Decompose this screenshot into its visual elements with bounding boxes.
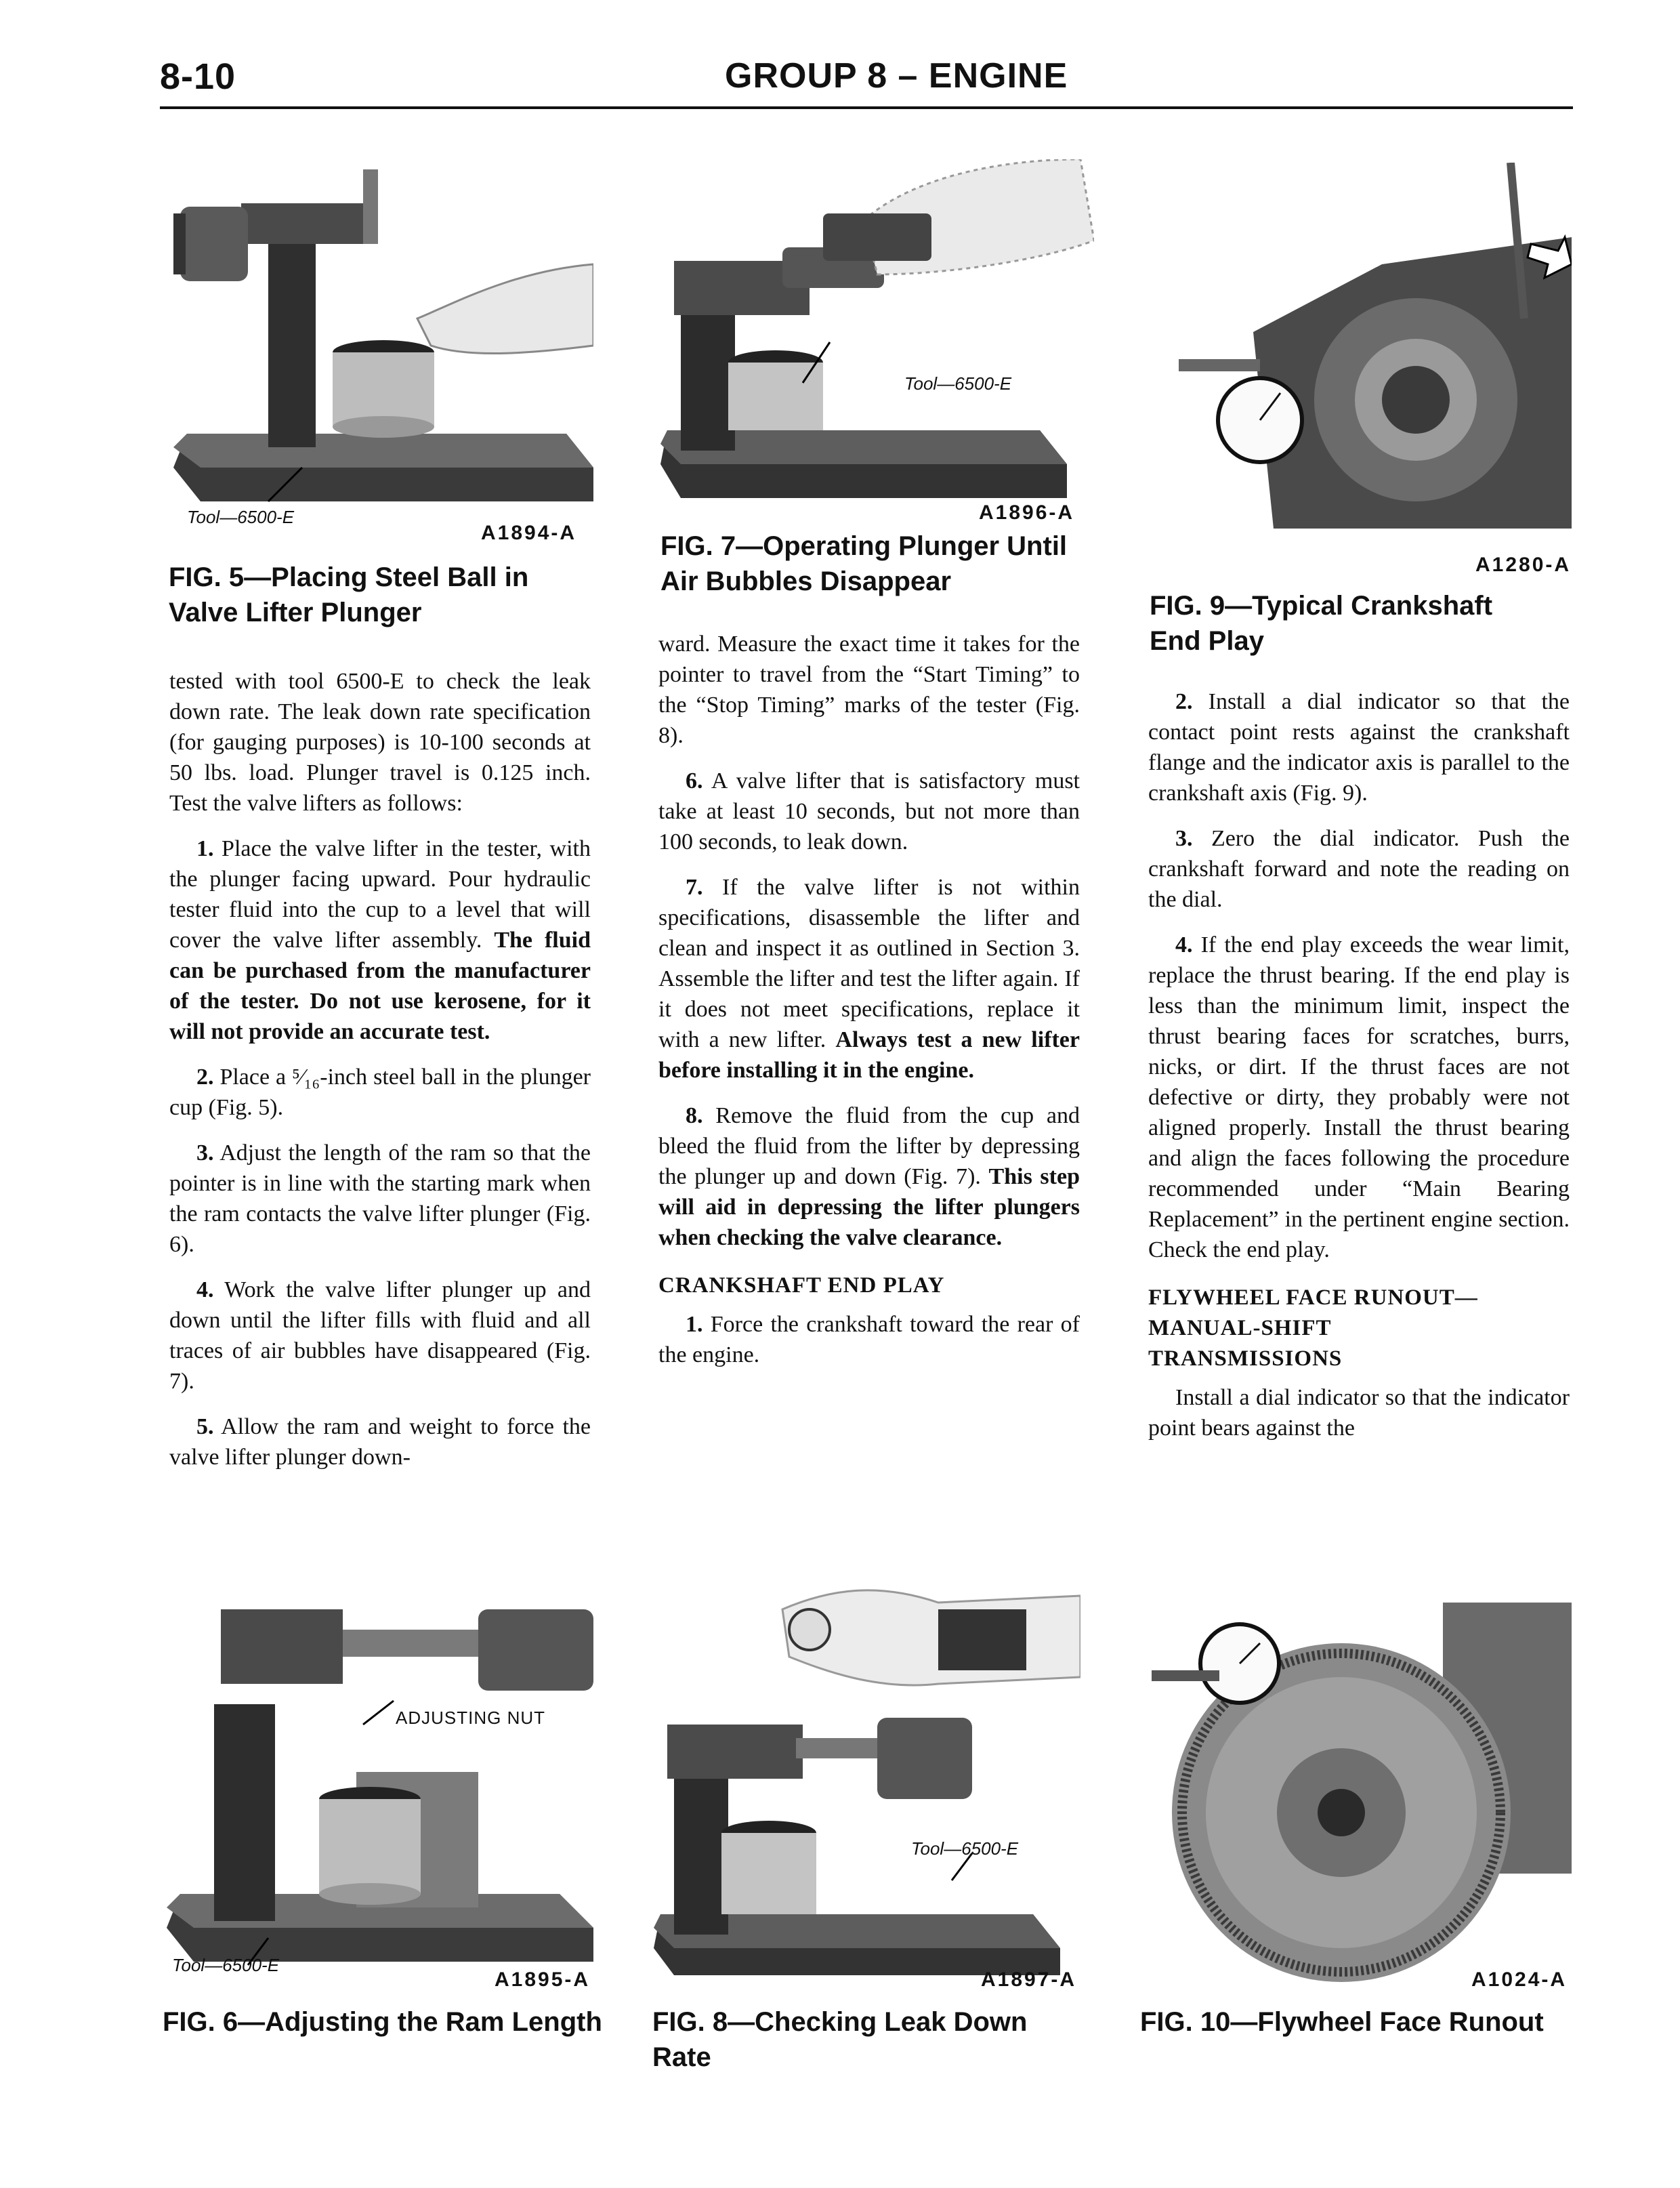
- col2-step-8: [658, 1100, 1080, 1253]
- figure-8: [654, 1548, 1080, 1982]
- col1-step-2-text: Place a ⁵⁄₁₆-inch steel ball in the plunger cup (Fig. 5).: [169, 1065, 591, 1120]
- figure-7: [660, 159, 1094, 518]
- fig5-code: A1894-A: [481, 522, 577, 544]
- col3-step-2-text: Install a dial indicator so that the contact point rests against the crankshaft flange and the indicator axis is parallel to the crankshaft axis (Fig. 9).: [1148, 689, 1570, 806]
- col2-step-6-text: A valve lifter that is satisfactory must take at least 10 seconds, but not more than 100 seconds, to leak down.: [658, 768, 1080, 854]
- col3-step-4: [1148, 930, 1570, 1265]
- col1-paragraph-intro: tested with tool 6500-E to check the leak down rate. The leak down rate specification (for gauging purposes) is 10-100 seconds at 50 lbs. load. Plunger travel is 0.125 inch. Test the valve lifters as follows:: [169, 669, 591, 816]
- col1-step-1-num: 1.: [196, 836, 214, 861]
- col2-crankshaft-step-1-num: 1.: [686, 1312, 703, 1337]
- header-rule: [160, 106, 1573, 109]
- col1-step-4-text: Work the valve lifter plunger up and down until the lifter fills with fluid and all traces of air bubbles have disappeared (Fig. 7).: [169, 1277, 591, 1394]
- col1-step-1-bold: The fluid can be purchased from the manufacturer of the tester. Do not use kerosene, for it will not provide an accurate test.: [169, 928, 591, 1044]
- col3-step-4-text: If the end play exceeds the wear limit, replace the thrust bearing. If the end play is less than the minimum limit, inspect the thrust bearing faces for scratches, burrs, nicks, or dirt. If the thrust faces are not defective or dirty, they probably were not aligned properly. Install the thrust bearing and align the faces following the procedure recommended under “Main Bearing Replacement” in the pertinent engine section. Check the end play.: [1148, 932, 1570, 1262]
- figure-5: [160, 149, 593, 529]
- fig5-illustration: [160, 149, 593, 529]
- col3-paragraph-last: Install a dial indicator so that the indicator point bears against the: [1148, 1385, 1570, 1441]
- col2-step-8-num: 8.: [686, 1103, 703, 1128]
- fig5-caption: FIG. 5—Placing Steel Ball in Valve Lifter Plunger: [169, 562, 529, 627]
- fig6-tool-label: Tool—6500-E: [172, 1955, 280, 1975]
- figure-10: [1145, 1589, 1572, 1989]
- col1-step-5: [169, 1411, 591, 1472]
- col2-step-6: [658, 766, 1080, 857]
- col3-step-2-num: 2.: [1175, 689, 1193, 714]
- fig7-code: A1896-A: [979, 501, 1075, 524]
- fig5-tool-label: Tool—6500-E: [187, 507, 295, 527]
- col1-step-1: [169, 833, 591, 1047]
- fig8-code: A1897-A: [981, 1968, 1077, 1991]
- section-heading-flywheel-face-runout: FLYWHEEL FACE RUNOUT—MANUAL-SHIFT TRANSMISSIONS: [1148, 1285, 1478, 1371]
- fig6-caption: FIG. 6—Adjusting the Ram Length: [163, 2007, 602, 2037]
- fig10-caption: FIG. 10—Flywheel Face Runout: [1140, 2007, 1544, 2037]
- col2-step-7-num: 7.: [686, 875, 703, 900]
- page-number: 8-10: [160, 56, 236, 97]
- col3-step-3-num: 3.: [1175, 826, 1193, 851]
- fig6-illustration: [160, 1596, 593, 1975]
- col1-step-5-num: 5.: [196, 1414, 214, 1439]
- col2-step-7-text: If the valve lifter is not within specifications, disassemble the lifter and clean and inspect it as outlined in Section 3. Assemble the lifter and test the lifter again. If it does not meet specifications, replace it with a new lifter.: [658, 875, 1080, 1052]
- fig10-code: A1024-A: [1471, 1968, 1568, 1991]
- column-1: [169, 666, 591, 1487]
- col3-step-3-text: Zero the dial indicator. Push the crankshaft forward and note the reading on the dial.: [1148, 826, 1570, 912]
- fig7-illustration: [660, 159, 1094, 518]
- fig9-code: A1280-A: [1475, 554, 1572, 576]
- figure-9: [1152, 163, 1572, 542]
- col2-step-8-text: Remove the fluid from the cup and bleed the fluid from the lifter by depressing the plunger up and down (Fig. 7).: [658, 1103, 1080, 1189]
- col1-step-4-num: 4.: [196, 1277, 214, 1302]
- col2-step-8-bold: This step will aid in depressing the lifter plungers when checking the valve clearance.: [658, 1164, 1080, 1250]
- col2-step-6-num: 6.: [686, 768, 703, 793]
- column-3: [1148, 686, 1570, 1458]
- col1-step-1-text: Place the valve lifter in the tester, with the plunger facing upward. Pour hydraulic tester fluid into the cup to a level that will cover the valve lifter assembly.: [169, 836, 591, 953]
- fig8-illustration: [654, 1548, 1080, 1982]
- col1-step-5-text: Allow the ram and weight to force the valve lifter plunger down-: [169, 1414, 591, 1470]
- fig7-tool-label: Tool—6500-E: [904, 373, 1012, 394]
- col1-step-4: [169, 1275, 591, 1397]
- fig9-caption: FIG. 9—Typical Crankshaft End Play: [1150, 591, 1493, 656]
- group-title: GROUP 8 – ENGINE: [725, 56, 1068, 96]
- col3-step-2: [1148, 686, 1570, 808]
- figure-6: [160, 1596, 593, 1975]
- fig10-illustration: [1145, 1589, 1572, 1989]
- col2-crankshaft-step-1-text: Force the crankshaft toward the rear of the engine.: [658, 1312, 1080, 1367]
- fig7-caption: FIG. 7—Operating Plunger Until Air Bubbles Disappear: [660, 531, 1068, 596]
- col2-paragraph-intro: ward. Measure the exact time it takes for the pointer to travel from the “Start Timing” to the “Stop Timing” marks of the tester (Fig. 8).: [658, 632, 1080, 748]
- col2-step-7-bold: Always test a new lifter before installing it in the engine.: [658, 1027, 1080, 1083]
- fig8-caption: FIG. 8—Checking Leak Down Rate: [652, 2007, 1028, 2072]
- fig6-code: A1895-A: [495, 1968, 591, 1991]
- section-heading-crankshaft-end-play: CRANKSHAFT END PLAY: [658, 1273, 945, 1298]
- col1-step-3: [169, 1138, 591, 1260]
- col1-step-2-num: 2.: [196, 1065, 214, 1090]
- col3-step-4-num: 4.: [1175, 932, 1193, 957]
- fig8-tool-label: Tool—6500-E: [911, 1838, 1019, 1859]
- col1-step-3-text: Adjust the length of the ram so that the pointer is in line with the starting mark when the ram contacts the valve lifter plunger (Fig. 6).: [169, 1140, 591, 1257]
- col1-step-3-num: 3.: [196, 1140, 214, 1165]
- col2-crankshaft-step-1: [658, 1309, 1080, 1370]
- col1-step-2: [169, 1062, 591, 1123]
- col2-step-7: [658, 872, 1080, 1086]
- fig6-adjusting-nut-label: ADJUSTING NUT: [396, 1708, 545, 1728]
- column-2: [658, 629, 1080, 1385]
- fig9-illustration: [1152, 163, 1572, 542]
- col3-step-3: [1148, 823, 1570, 915]
